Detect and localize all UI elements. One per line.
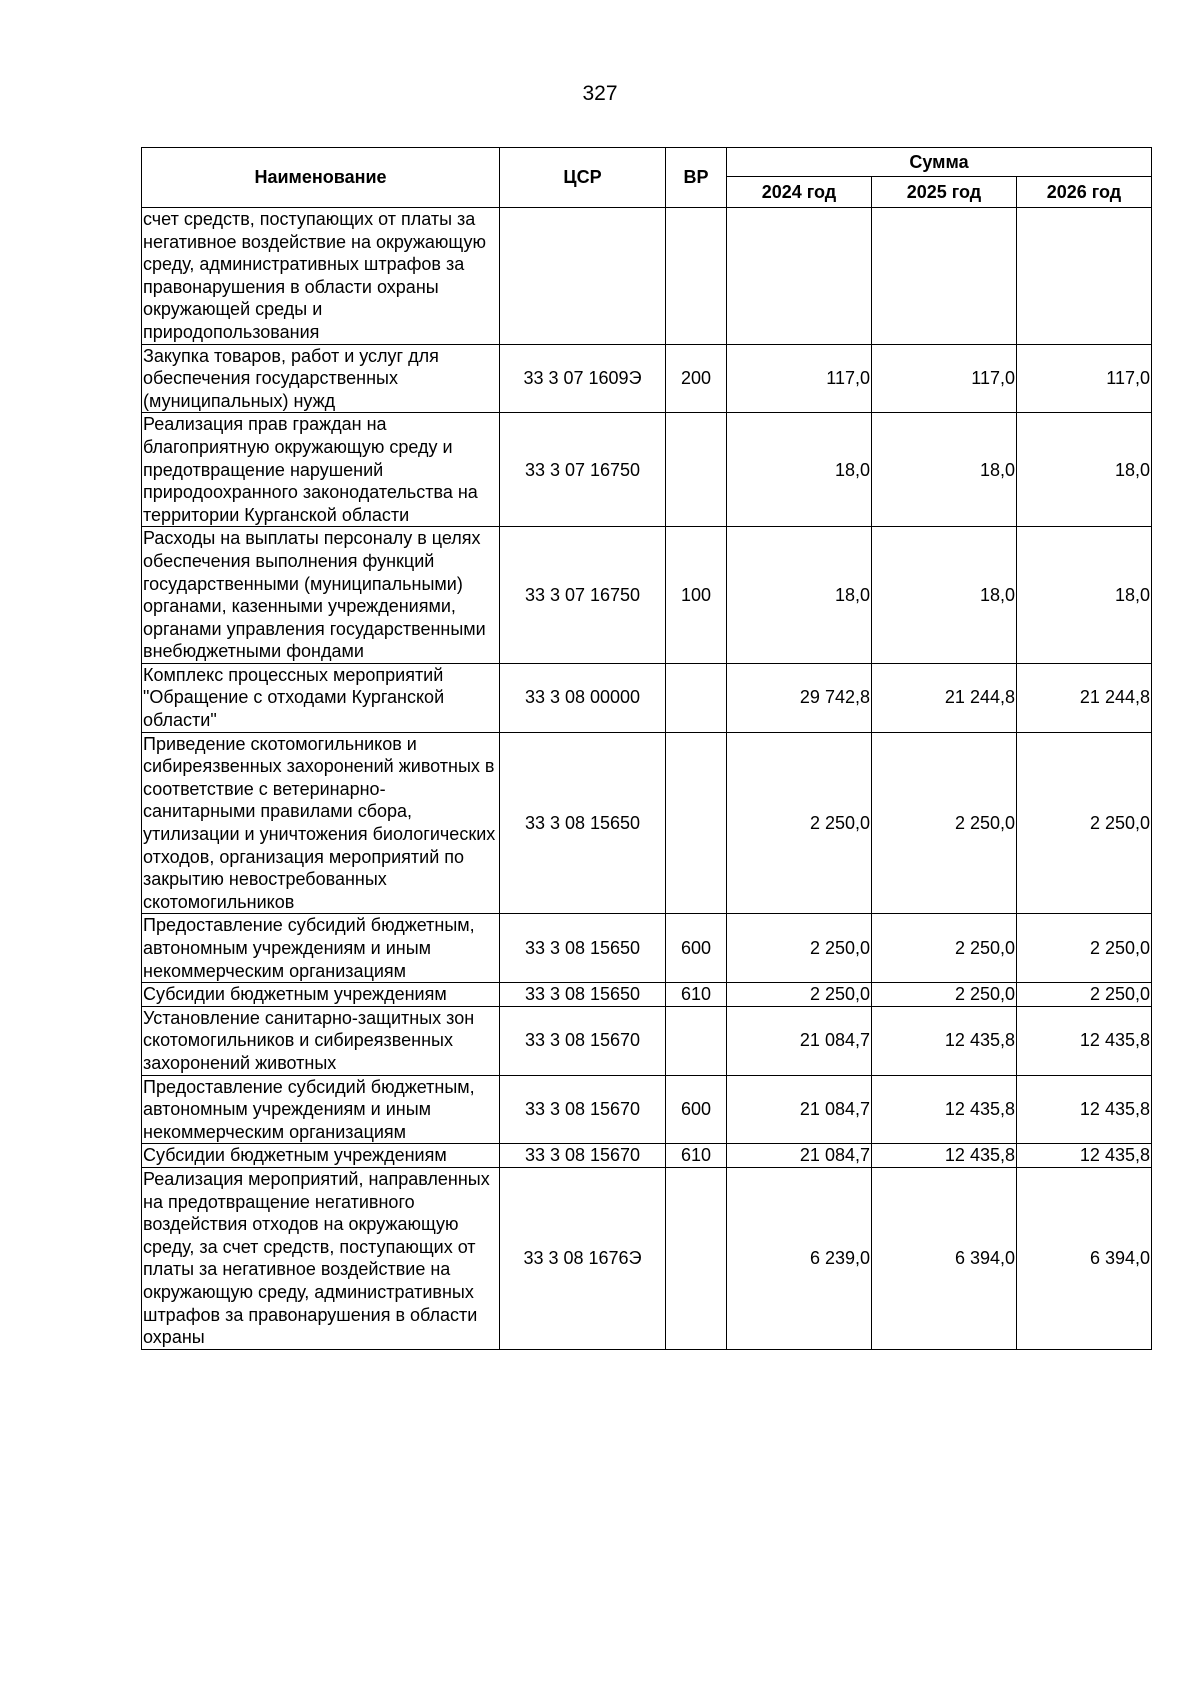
row-value-2024: 18,0 bbox=[727, 527, 872, 664]
table-row bbox=[142, 413, 1152, 527]
table-row bbox=[142, 1006, 1152, 1075]
row-vr bbox=[666, 663, 727, 732]
row-value-2026: 18,0 bbox=[1017, 413, 1152, 527]
row-value-2025: 2 250,0 bbox=[872, 732, 1017, 914]
row-csr: 33 3 07 16750 bbox=[500, 527, 666, 664]
row-csr: 33 3 08 15650 bbox=[500, 914, 666, 983]
header-name: Наименование bbox=[142, 148, 500, 208]
row-name: Установление санитарно-защитных зон скотомогильников и сибиреязвенных захоронений животных bbox=[142, 1006, 500, 1075]
row-name: Предоставление субсидий бюджетным, автономным учреждениям и иным некоммерческим организациям bbox=[142, 914, 500, 983]
row-csr bbox=[500, 208, 666, 345]
row-value-2025: 2 250,0 bbox=[872, 914, 1017, 983]
header-year-2024: 2024 год bbox=[727, 177, 872, 208]
row-name: Субсидии бюджетным учреждениям bbox=[142, 1144, 500, 1168]
row-value-2025: 21 244,8 bbox=[872, 663, 1017, 732]
table-body bbox=[142, 208, 1152, 1350]
row-csr: 33 3 08 1676Э bbox=[500, 1167, 666, 1349]
row-csr: 33 3 07 1609Э bbox=[500, 344, 666, 413]
row-value-2024: 117,0 bbox=[727, 344, 872, 413]
row-name: Реализация прав граждан на благоприятную окружающую среду и предотвращение нарушений природоохранного законодательства на территории Курганской области bbox=[142, 413, 500, 527]
row-vr: 600 bbox=[666, 914, 727, 983]
row-value-2024: 2 250,0 bbox=[727, 732, 872, 914]
table-row bbox=[142, 1144, 1152, 1168]
row-name: Закупка товаров, работ и услуг для обеспечения государственных (муниципальных) нужд bbox=[142, 344, 500, 413]
row-value-2024: 2 250,0 bbox=[727, 983, 872, 1007]
row-value-2026: 21 244,8 bbox=[1017, 663, 1152, 732]
row-csr: 33 3 08 15670 bbox=[500, 1006, 666, 1075]
row-vr bbox=[666, 208, 727, 345]
row-csr: 33 3 08 00000 bbox=[500, 663, 666, 732]
table-row bbox=[142, 983, 1152, 1007]
row-csr: 33 3 08 15670 bbox=[500, 1075, 666, 1144]
row-vr: 600 bbox=[666, 1075, 727, 1144]
row-value-2025: 2 250,0 bbox=[872, 983, 1017, 1007]
row-csr: 33 3 07 16750 bbox=[500, 413, 666, 527]
row-vr: 610 bbox=[666, 983, 727, 1007]
header-vr: ВР bbox=[666, 148, 727, 208]
row-csr: 33 3 08 15650 bbox=[500, 983, 666, 1007]
row-value-2026: 2 250,0 bbox=[1017, 983, 1152, 1007]
row-name: Приведение скотомогильников и сибиреязвенных захоронений животных в соответствие с ветеринарно-санитарными правилами сбора, утилизации и уничтожения биологических отходов, организация мероприятий по закрытию невостребованных скотомогильников bbox=[142, 732, 500, 914]
row-vr bbox=[666, 413, 727, 527]
row-name: Реализация мероприятий, направленных на предотвращение негативного воздействия отходов на окружающую среду, за счет средств, поступающих от платы за негативное воздействие на окружающую среду, административных штрафов за правонарушения в области охраны bbox=[142, 1167, 500, 1349]
header-csr: ЦСР bbox=[500, 148, 666, 208]
row-value-2026: 12 435,8 bbox=[1017, 1006, 1152, 1075]
row-value-2026: 6 394,0 bbox=[1017, 1167, 1152, 1349]
row-value-2026: 12 435,8 bbox=[1017, 1075, 1152, 1144]
row-value-2026: 18,0 bbox=[1017, 527, 1152, 664]
row-value-2024: 18,0 bbox=[727, 413, 872, 527]
row-value-2025: 12 435,8 bbox=[872, 1006, 1017, 1075]
row-csr: 33 3 08 15650 bbox=[500, 732, 666, 914]
row-value-2025: 18,0 bbox=[872, 413, 1017, 527]
table-row bbox=[142, 1167, 1152, 1349]
table-row bbox=[142, 208, 1152, 345]
row-value-2024: 21 084,7 bbox=[727, 1006, 872, 1075]
row-vr: 200 bbox=[666, 344, 727, 413]
row-value-2026 bbox=[1017, 208, 1152, 345]
row-name: счет средств, поступающих от платы за негативное воздействие на окружающую среду, административных штрафов за правонарушения в области охраны окружающей среды и природопользования bbox=[142, 208, 500, 345]
row-vr: 100 bbox=[666, 527, 727, 664]
budget-table bbox=[141, 147, 1152, 1350]
table-row bbox=[142, 1075, 1152, 1144]
row-value-2024: 2 250,0 bbox=[727, 914, 872, 983]
row-name: Субсидии бюджетным учреждениям bbox=[142, 983, 500, 1007]
table-row bbox=[142, 344, 1152, 413]
row-vr bbox=[666, 1006, 727, 1075]
row-value-2026: 12 435,8 bbox=[1017, 1144, 1152, 1168]
page-number: 327 bbox=[582, 82, 618, 105]
row-value-2024: 29 742,8 bbox=[727, 663, 872, 732]
header-year-2026: 2026 год bbox=[1017, 177, 1152, 208]
row-value-2026: 2 250,0 bbox=[1017, 914, 1152, 983]
row-value-2026: 2 250,0 bbox=[1017, 732, 1152, 914]
row-value-2025 bbox=[872, 208, 1017, 345]
row-value-2025: 117,0 bbox=[872, 344, 1017, 413]
row-value-2024: 6 239,0 bbox=[727, 1167, 872, 1349]
header-year-2025: 2025 год bbox=[872, 177, 1017, 208]
table-row bbox=[142, 732, 1152, 914]
row-value-2026: 117,0 bbox=[1017, 344, 1152, 413]
row-vr: 610 bbox=[666, 1144, 727, 1168]
row-value-2024: 21 084,7 bbox=[727, 1075, 872, 1144]
table-row bbox=[142, 663, 1152, 732]
row-name: Комплекс процессных мероприятий "Обращение с отходами Курганской области" bbox=[142, 663, 500, 732]
row-name: Расходы на выплаты персоналу в целях обеспечения выполнения функций государственными (муниципальными) органами, казенными учреждениями, органами управления государственными внебюджетными фондами bbox=[142, 527, 500, 664]
header-sum: Сумма bbox=[727, 148, 1152, 177]
row-vr bbox=[666, 1167, 727, 1349]
row-vr bbox=[666, 732, 727, 914]
row-value-2025: 18,0 bbox=[872, 527, 1017, 664]
table-row bbox=[142, 527, 1152, 664]
row-value-2025: 12 435,8 bbox=[872, 1144, 1017, 1168]
row-value-2024 bbox=[727, 208, 872, 345]
row-value-2024: 21 084,7 bbox=[727, 1144, 872, 1168]
row-value-2025: 6 394,0 bbox=[872, 1167, 1017, 1349]
row-name: Предоставление субсидий бюджетным, автономным учреждениям и иным некоммерческим организациям bbox=[142, 1075, 500, 1144]
row-csr: 33 3 08 15670 bbox=[500, 1144, 666, 1168]
row-value-2025: 12 435,8 bbox=[872, 1075, 1017, 1144]
table-row bbox=[142, 914, 1152, 983]
